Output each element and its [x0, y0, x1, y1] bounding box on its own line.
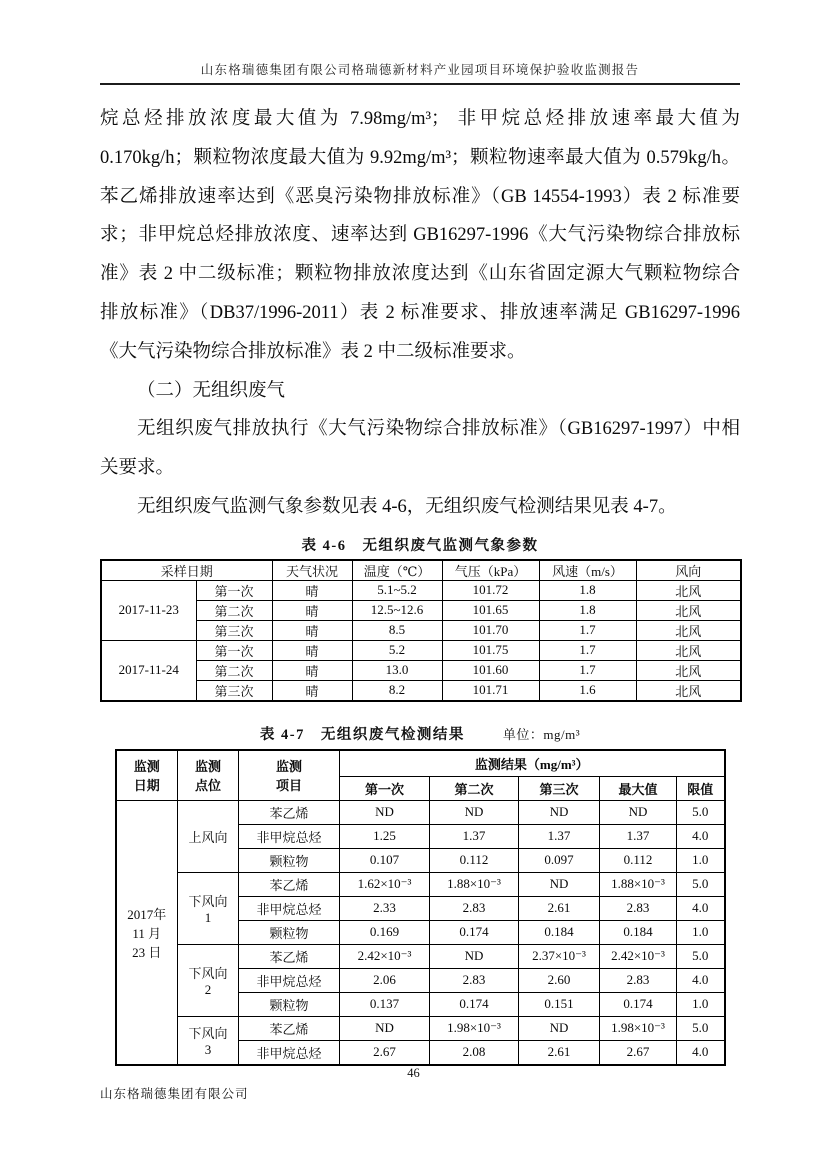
table-cell: 101.71 [442, 680, 539, 701]
table-cell: 0.174 [430, 992, 519, 1016]
table-cell: 0.174 [600, 992, 677, 1016]
table-cell: 非甲烷总烃 [239, 896, 340, 920]
table-cell: 1.62×10⁻³ [340, 872, 430, 896]
table-cell: 第三次 [196, 680, 272, 701]
table-cell: 2.61 [519, 1040, 600, 1065]
table-cell: 晴 [272, 580, 352, 600]
table-cell: 苯乙烯 [239, 1016, 340, 1040]
text-line: 烷总烃排放浓度最大值为 7.98mg/m³； 非甲烷总烃排放速率最大值为 [100, 109, 740, 129]
table-cell: 北风 [636, 620, 741, 640]
table-row [116, 944, 725, 968]
table-cell: ND [519, 872, 600, 896]
table-cell: 2.83 [430, 968, 519, 992]
table-cell: 非甲烷总烃 [239, 1040, 340, 1065]
table-cell: 2.33 [340, 896, 430, 920]
table-row [116, 1016, 725, 1040]
table-4-6-weather-parameters [100, 559, 742, 702]
table-cell: 0.112 [600, 848, 677, 872]
table-cell: 2.83 [430, 896, 519, 920]
table-cell: 北风 [636, 640, 741, 660]
table-cell: 苯乙烯 [239, 944, 340, 968]
table-cell: 2.83 [600, 896, 677, 920]
table-cell: 第一次 [196, 580, 272, 600]
text-line: 无组织废气排放执行《大气污染物综合排放标准》（GB16297-1997）中相 [137, 419, 740, 440]
table-cell: 监测 点位 [178, 750, 239, 801]
table-cell: 晴 [272, 620, 352, 640]
table-cell: 非甲烷总烃 [239, 968, 340, 992]
text-line: 排放标准》（DB37/1996-2011）表 2 标准要求、排放速率满足 GB16297-1996 [100, 302, 740, 323]
table-cell: 0.184 [600, 920, 677, 944]
table-cell: 1.0 [677, 920, 725, 944]
table-cell: 北风 [636, 660, 741, 680]
table-cell: 0.137 [340, 992, 430, 1016]
table-cell: 苯乙烯 [239, 872, 340, 896]
table-cell: 101.60 [442, 660, 539, 680]
table-cell: 第三次 [519, 776, 600, 800]
table-cell: 2.42×10⁻³ [600, 944, 677, 968]
table-cell: 下风向 2 [178, 944, 239, 1016]
table-cell: 5.0 [677, 1016, 725, 1040]
table-cell: 颗粒物 [239, 848, 340, 872]
table-cell: 2.61 [519, 896, 600, 920]
table-cell: 0.112 [430, 848, 519, 872]
table-cell: 5.0 [677, 800, 725, 824]
table-row [101, 620, 741, 640]
table-cell: 监测 日期 [116, 750, 178, 801]
table-cell: 上风向 [178, 800, 239, 872]
table-cell: 8.2 [352, 680, 442, 701]
table-cell: 1.8 [539, 580, 636, 600]
table-cell: 2.60 [519, 968, 600, 992]
table-cell: 12.5~12.6 [352, 600, 442, 620]
table-cell: 风速（m/s） [539, 560, 636, 581]
table-row [101, 560, 741, 581]
table-cell: 2.67 [600, 1040, 677, 1065]
table-cell: 1.0 [677, 992, 725, 1016]
table-cell: 101.72 [442, 580, 539, 600]
table-cell: ND [340, 1016, 430, 1040]
table-cell: 1.37 [519, 824, 600, 848]
table-4-7-unit-label: 单位：mg/m³ [502, 726, 581, 742]
table-cell: 1.37 [600, 824, 677, 848]
paragraph [100, 372, 740, 411]
text-line: 关要求。 [100, 458, 175, 479]
table-cell: 1.7 [539, 660, 636, 680]
table-cell: ND [519, 1016, 600, 1040]
table-row [116, 750, 725, 777]
table-cell: 2.08 [430, 1040, 519, 1065]
table-cell: 颗粒物 [239, 920, 340, 944]
table-row [101, 580, 741, 600]
table-cell: 0.107 [340, 848, 430, 872]
table-cell: 下风向 1 [178, 872, 239, 944]
table-cell: 2.67 [340, 1040, 430, 1065]
table-cell: ND [600, 800, 677, 824]
table-cell: 5.0 [677, 872, 725, 896]
table-cell: 限值 [677, 776, 725, 800]
text-line: 0.170kg/h；颗粒物浓度最大值为 9.92mg/m³；颗粒物速率最大值为 0.579kg/h。 [100, 147, 740, 168]
table-cell: 101.75 [442, 640, 539, 660]
table-cell: 监测 项目 [239, 750, 340, 801]
table-cell: 第三次 [196, 620, 272, 640]
table-cell: 1.0 [677, 848, 725, 872]
text-line: 《大气污染物综合排放标准》表 2 中二级标准要求。 [100, 341, 526, 362]
table-cell: 1.25 [340, 824, 430, 848]
table-cell: 2.83 [600, 968, 677, 992]
table-cell: 101.65 [442, 600, 539, 620]
table-cell: 0.184 [519, 920, 600, 944]
table-cell: 晴 [272, 680, 352, 701]
table-row [116, 800, 725, 824]
table-cell: 气压（kPa） [442, 560, 539, 581]
table-cell: 101.70 [442, 620, 539, 640]
table-cell: 苯乙烯 [239, 800, 340, 824]
text-line: 苯乙烯排放速率达到《恶臭污染物排放标准》（GB 14554-1993）表 2 标准要 [100, 186, 740, 207]
table-cell: 1.7 [539, 640, 636, 660]
table-cell: 晴 [272, 640, 352, 660]
table-cell: ND [430, 944, 519, 968]
text-line: 求；非甲烷总烃排放浓度、速率达到 GB16297-1996《大气污染物综合排放标 [100, 225, 740, 246]
table-cell: 1.8 [539, 600, 636, 620]
paragraph [100, 488, 740, 527]
table-cell: 2017-11-23 [101, 580, 196, 640]
table-row [116, 872, 725, 896]
table-cell: 下风向 3 [178, 1016, 239, 1065]
running-header: 山东格瑞德集团有限公司格瑞德新材料产业园项目环境保护验收监测报告 [100, 0, 740, 85]
table-cell: 1.98×10⁻³ [600, 1016, 677, 1040]
table-cell: 晴 [272, 600, 352, 620]
table-cell: 1.7 [539, 620, 636, 640]
table-cell: 5.2 [352, 640, 442, 660]
table-cell: 2017年 11 月 23 日 [116, 800, 178, 1065]
table-cell: 0.169 [340, 920, 430, 944]
table-cell: 第二次 [196, 600, 272, 620]
table-row [101, 680, 741, 701]
table-cell: 1.37 [430, 824, 519, 848]
table-cell: 4.0 [677, 824, 725, 848]
table-cell: 0.097 [519, 848, 600, 872]
table-cell: 8.5 [352, 620, 442, 640]
table-cell: ND [340, 800, 430, 824]
table-cell: 4.0 [677, 896, 725, 920]
table-cell: 天气状况 [272, 560, 352, 581]
table-cell: 北风 [636, 580, 741, 600]
text-line: 无组织废气监测气象参数见表 4-6，无组织废气检测结果见表 4-7。 [137, 496, 677, 517]
table-cell: 非甲烷总烃 [239, 824, 340, 848]
body-text [100, 100, 740, 527]
table-cell: 1.98×10⁻³ [430, 1016, 519, 1040]
table-cell: 1.88×10⁻³ [430, 872, 519, 896]
table-cell: 2017-11-24 [101, 640, 196, 701]
table-cell: 0.174 [430, 920, 519, 944]
table-cell: 北风 [636, 600, 741, 620]
table-4-7-caption-row [100, 723, 740, 744]
paragraph [100, 410, 740, 488]
table-cell: 0.151 [519, 992, 600, 1016]
table-cell: 1.6 [539, 680, 636, 701]
text-line: （二）无组织废气 [137, 380, 286, 401]
table-cell: 第一次 [196, 640, 272, 660]
text-line: 准》表 2 中二级标准；颗粒物排放浓度达到《山东省固定源大气颗粒物综合 [100, 264, 740, 285]
table-cell: 2.42×10⁻³ [340, 944, 430, 968]
page-number: 46 [407, 1066, 420, 1080]
table-4-7-detection-results [115, 749, 726, 1066]
table-cell: 第二次 [430, 776, 519, 800]
table-cell: ND [430, 800, 519, 824]
footer-company: 山东格瑞德集团有限公司 [100, 1087, 249, 1101]
table-cell: 2.37×10⁻³ [519, 944, 600, 968]
table-4-7-caption: 表 4-7 无组织废气检测结果 [259, 726, 465, 743]
table-cell: 4.0 [677, 1040, 725, 1065]
table-cell: 风向 [636, 560, 741, 581]
table-4-6-caption: 表 4-6 无组织废气监测气象参数 [301, 537, 539, 554]
table-cell: ND [519, 800, 600, 824]
table-cell: 晴 [272, 660, 352, 680]
table-cell: 2.06 [340, 968, 430, 992]
table-row [101, 660, 741, 680]
table-cell: 5.1~5.2 [352, 580, 442, 600]
table-cell: 4.0 [677, 968, 725, 992]
table-cell: 最大值 [600, 776, 677, 800]
table-cell: 颗粒物 [239, 992, 340, 1016]
table-cell: 第一次 [340, 776, 430, 800]
table-cell: 北风 [636, 680, 741, 701]
table-cell: 监测结果（mg/m³） [340, 750, 725, 777]
table-cell: 1.88×10⁻³ [600, 872, 677, 896]
table-cell: 5.0 [677, 944, 725, 968]
table-cell: 第二次 [196, 660, 272, 680]
table-row [101, 640, 741, 660]
table-cell: 采样日期 [101, 560, 272, 581]
table-row [101, 600, 741, 620]
paragraph [100, 100, 740, 372]
table-cell: 温度（℃） [352, 560, 442, 581]
table-cell: 13.0 [352, 660, 442, 680]
